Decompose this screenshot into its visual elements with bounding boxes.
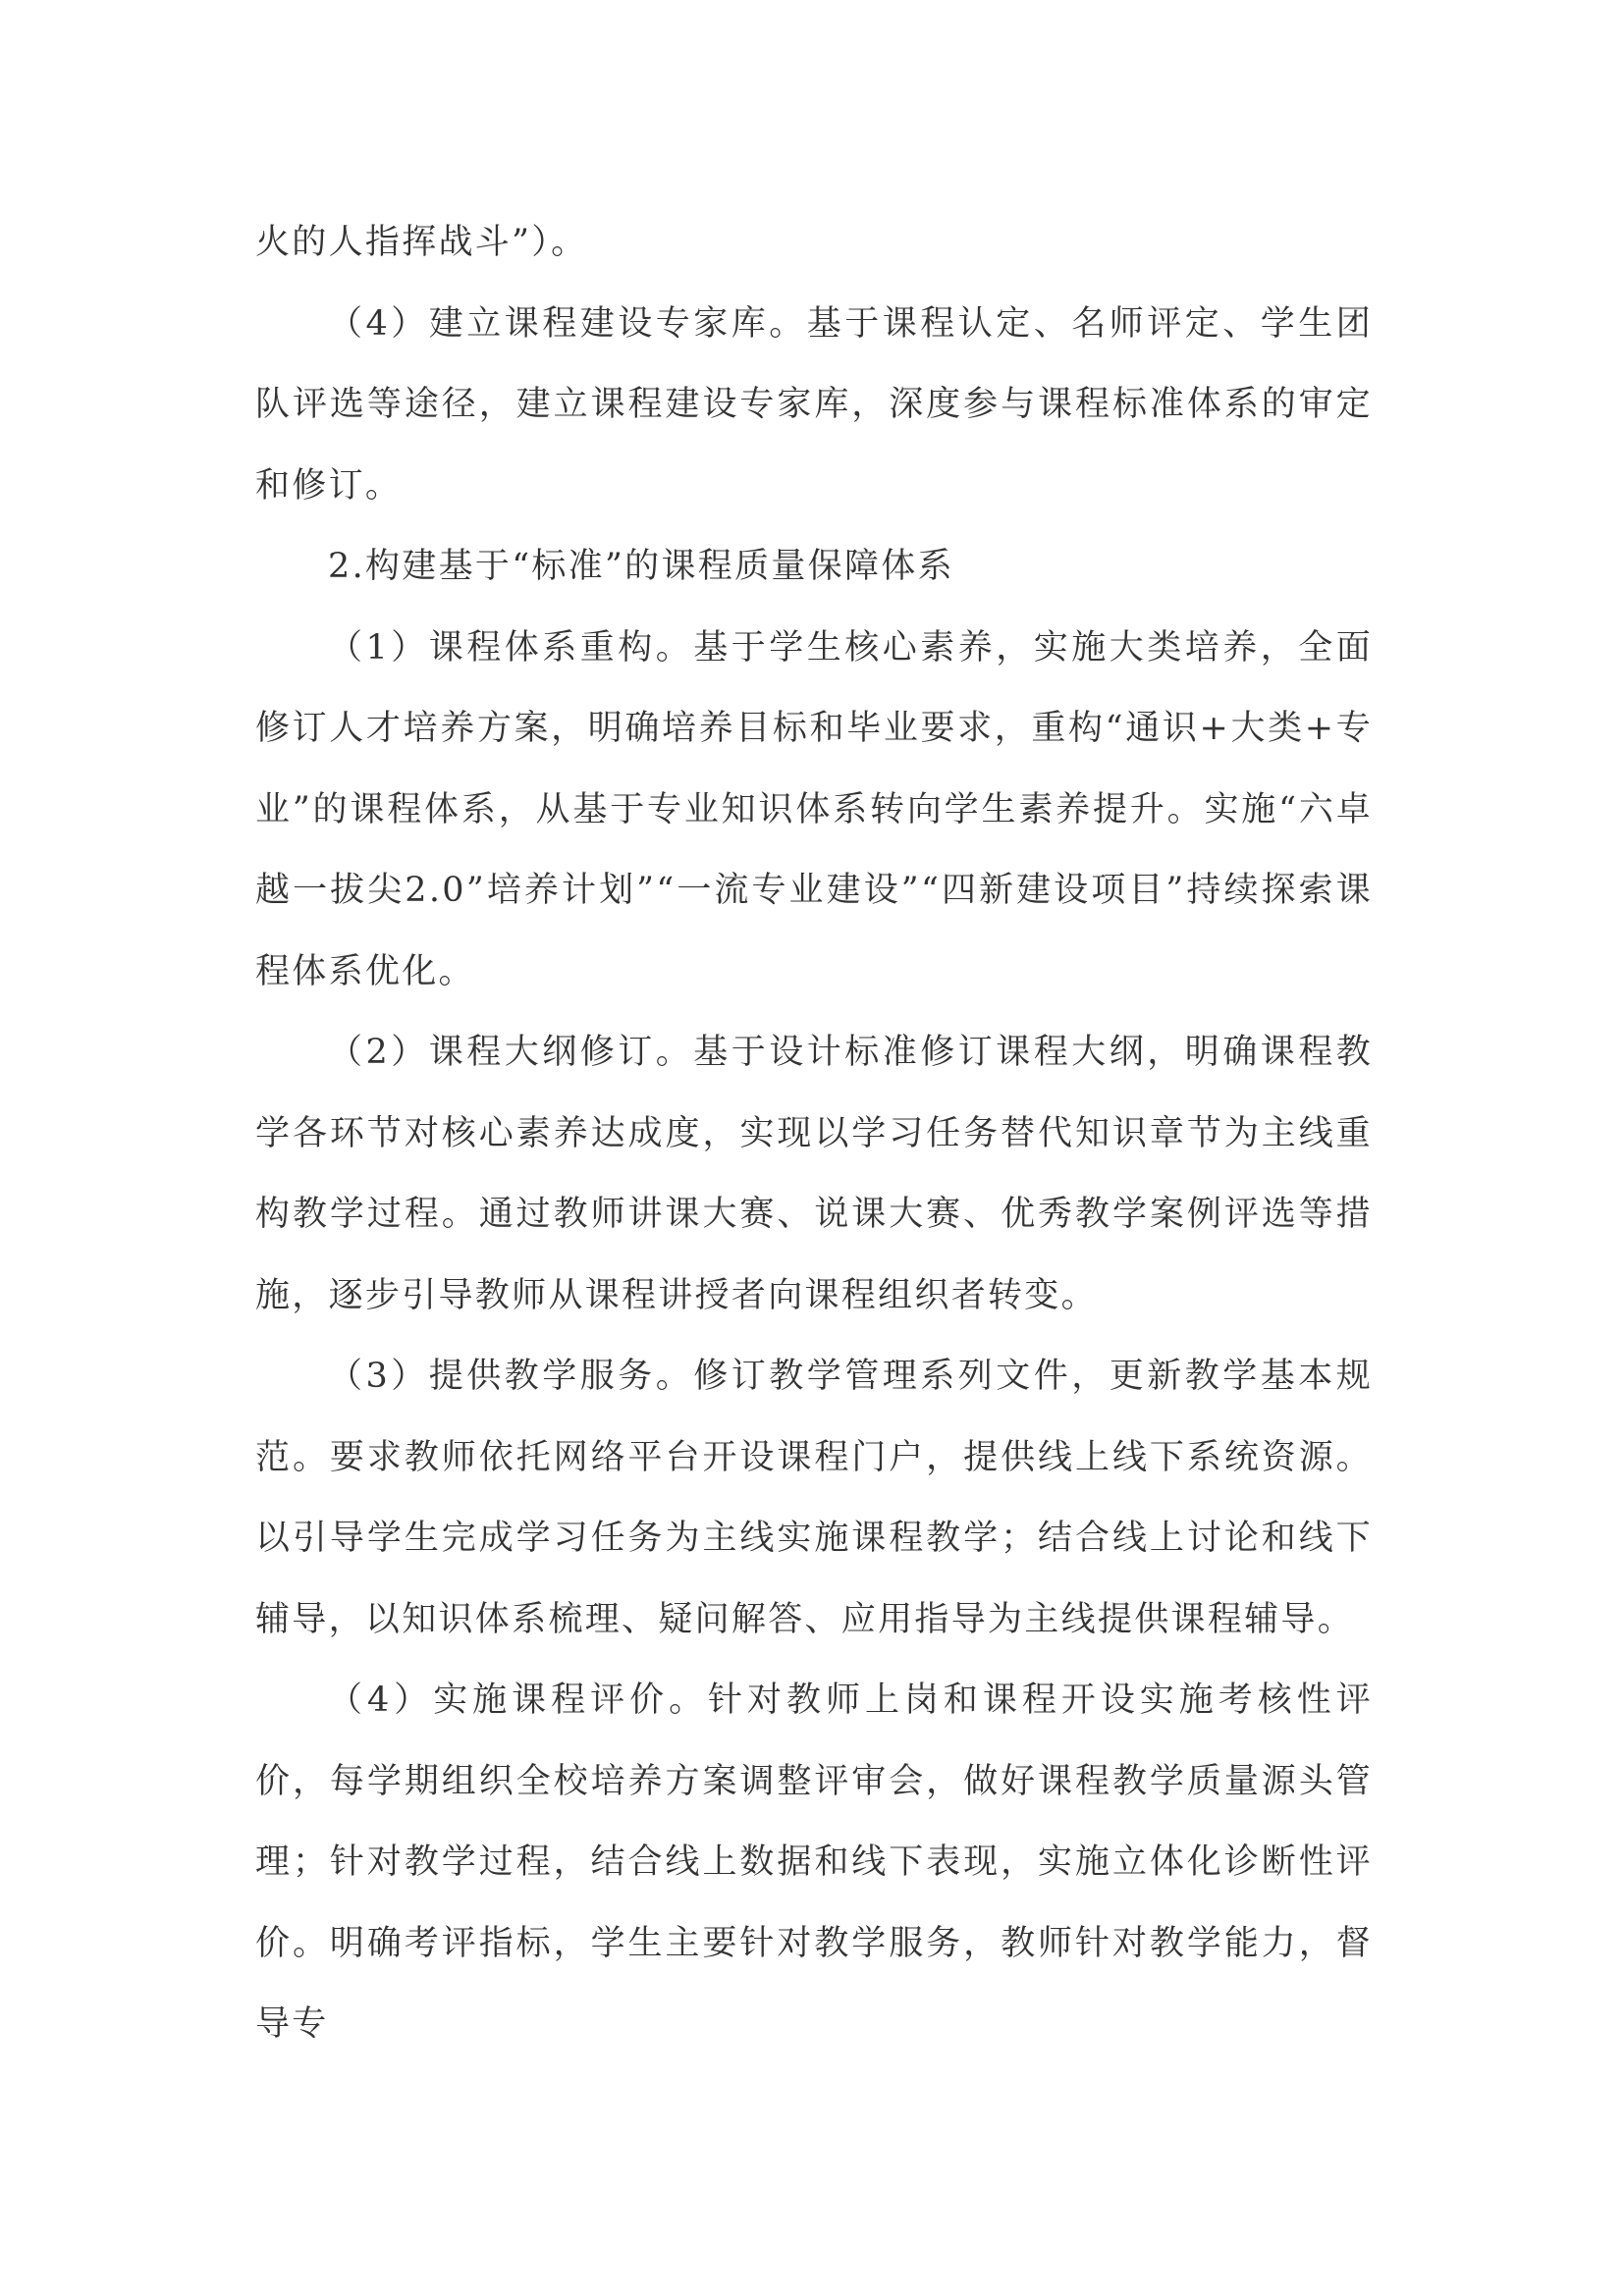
paragraph-expert-database: （4）建立课程建设专家库。基于课程认定、名师评定、学生团队评选等途径，建立课程建设专家库，深度参与课程标准体系的审定和修订。	[255, 303, 1373, 506]
paragraph-syllabus-revision: （2）课程大纲修订。基于设计标准修订课程大纲，明确课程教学各环节对核心素养达成度，实现以学习任务替代知识章节为主线重构教学过程。通过教师讲课大赛、说课大赛、优秀教学案例评选等措施，逐步引导教师从课程讲授者向课程组织者转变。	[255, 1033, 1373, 1315]
paragraph-continuation: 火的人指挥战斗”）。	[255, 223, 588, 262]
paragraph-course-evaluation: （4）实施课程评价。针对教师上岗和课程开设实施考核性评价，每学期组织全校培养方案调整评审会，做好课程教学质量源头管理；针对教学过程，结合线上数据和线下表现，实施立体化诊断性评价。明确考评指标，学生主要针对教学服务，教师针对教学能力，督导专	[255, 1681, 1373, 2044]
document-body	[255, 202, 1373, 2065]
paragraph-teaching-services: （3）提供教学服务。修订教学管理系列文件，更新教学基本规范。要求教师依托网络平台开设课程门户，提供线上线下系统资源。以引导学生完成学习任务为主线实施课程教学；结合线上讨论和线下辅导，以知识体系梳理、疑问解答、应用指导为主线提供课程辅导。	[255, 1357, 1373, 1639]
paragraph-curriculum-restructure: （1）课程体系重构。基于学生核心素养，实施大类培养，全面修订人才培养方案，明确培养目标和毕业要求，重构“通识+大类+专业”的课程体系，从基于专业知识体系转向学生素养提升。实施“六卓越一拔尖2.0”培养计划”“一流专业建设”“四新建设项目”持续探索课程体系优化。	[255, 627, 1373, 991]
section-heading-quality-assurance: 2.构建基于“标准”的课程质量保障体系	[328, 547, 954, 586]
